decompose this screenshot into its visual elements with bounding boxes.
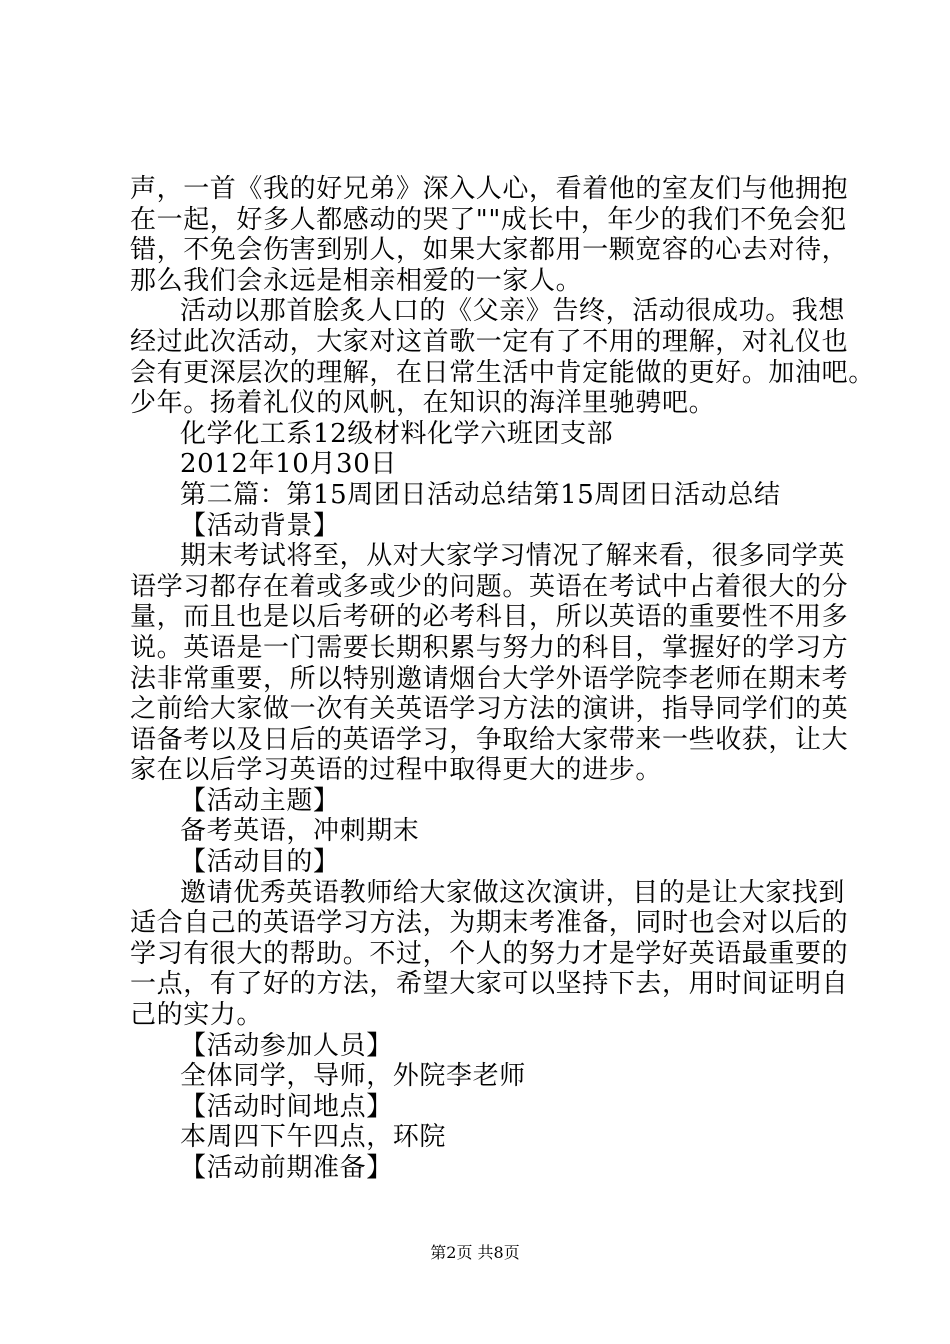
text-line: 全体同学，导师，外院李老师 bbox=[180, 1061, 526, 1092]
text-line: 声，一首《我的好兄弟》深入人心，看着他的室友们与他拥抱 bbox=[130, 174, 849, 204]
text-line: 适合自己的英语学习方法，为期末考准备，同时也会对以后的 bbox=[130, 908, 849, 939]
text-line: 本周四下午四点，环院 bbox=[180, 1122, 447, 1153]
text-line: 语学习都存在着或多或少的问题。英语在考试中占着很大的分 bbox=[130, 571, 849, 602]
text-line: 学习有很大的帮助。不过，个人的努力才是学好英语最重要的 bbox=[130, 938, 849, 969]
text-line: 法非常重要，所以特别邀请烟台大学外语学院李老师在期末考 bbox=[130, 663, 849, 694]
text-line: 会有更深层次的理解，在日常生活中肯定能做的更好。加油吧。 bbox=[130, 357, 875, 388]
text-line: 第二篇：第15周团日活动总结第15周团日活动总结 bbox=[180, 479, 781, 510]
text-line: 那么我们会永远是相亲相爱的一家人。 bbox=[130, 265, 583, 296]
text-line: 一点，有了好的方法，希望大家可以坚持下去，用时间证明自 bbox=[130, 969, 849, 1000]
text-line: 活动以那首脍炙人口的《父亲》告终，活动很成功。我想 bbox=[180, 296, 846, 327]
text-line: 【活动前期准备】 bbox=[180, 1153, 393, 1183]
text-line: 说。英语是一门需要长期积累与努力的科目，掌握好的学习方 bbox=[130, 632, 849, 663]
text-line: 家在以后学习英语的过程中取得更大的进步。 bbox=[130, 755, 663, 786]
page-number-label: 第2页 共8页 bbox=[430, 1243, 520, 1262]
text-line: 期末考试将至，从对大家学习情况了解来看，很多同学英 bbox=[180, 541, 846, 572]
text-line: 己的实力。 bbox=[130, 1000, 264, 1031]
text-line: 邀请优秀英语教师给大家做这次演讲，目的是让大家找到 bbox=[180, 877, 846, 908]
text-line: 化学化工系12级材料化学六班团支部 bbox=[180, 418, 614, 449]
text-line: 备考英语，冲刺期末 bbox=[180, 816, 420, 847]
text-line: 错，不免会伤害到别人，如果大家都用一颗宽容的心去对待， bbox=[130, 235, 849, 266]
text-line: 之前给大家做一次有关英语学习方法的演讲，指导同学们的英 bbox=[130, 694, 849, 725]
text-line: 语备考以及日后的英语学习，争取给大家带来一些收获，让大 bbox=[130, 724, 849, 755]
document-body bbox=[130, 174, 875, 1184]
text-line: 2012年10月30日 bbox=[180, 449, 397, 480]
text-line: 【活动背景】 bbox=[180, 510, 340, 541]
text-line: 【活动目的】 bbox=[180, 847, 340, 878]
text-line: 量，而且也是以后考研的必考科目，所以英语的重要性不用多 bbox=[130, 602, 849, 633]
text-line: 在一起，好多人都感动的哭了""成长中，年少的我们不免会犯 bbox=[130, 204, 847, 235]
text-line: 【活动时间地点】 bbox=[180, 1091, 393, 1122]
text-line: 【活动主题】 bbox=[180, 785, 340, 816]
text-line: 经过此次活动，大家对这首歌一定有了不用的理解，对礼仪也 bbox=[130, 326, 849, 357]
text-line: 少年。扬着礼仪的风帆，在知识的海洋里驰骋吧。 bbox=[130, 388, 716, 419]
page-footer bbox=[0, 1243, 950, 1263]
text-line: 【活动参加人员】 bbox=[180, 1030, 393, 1061]
